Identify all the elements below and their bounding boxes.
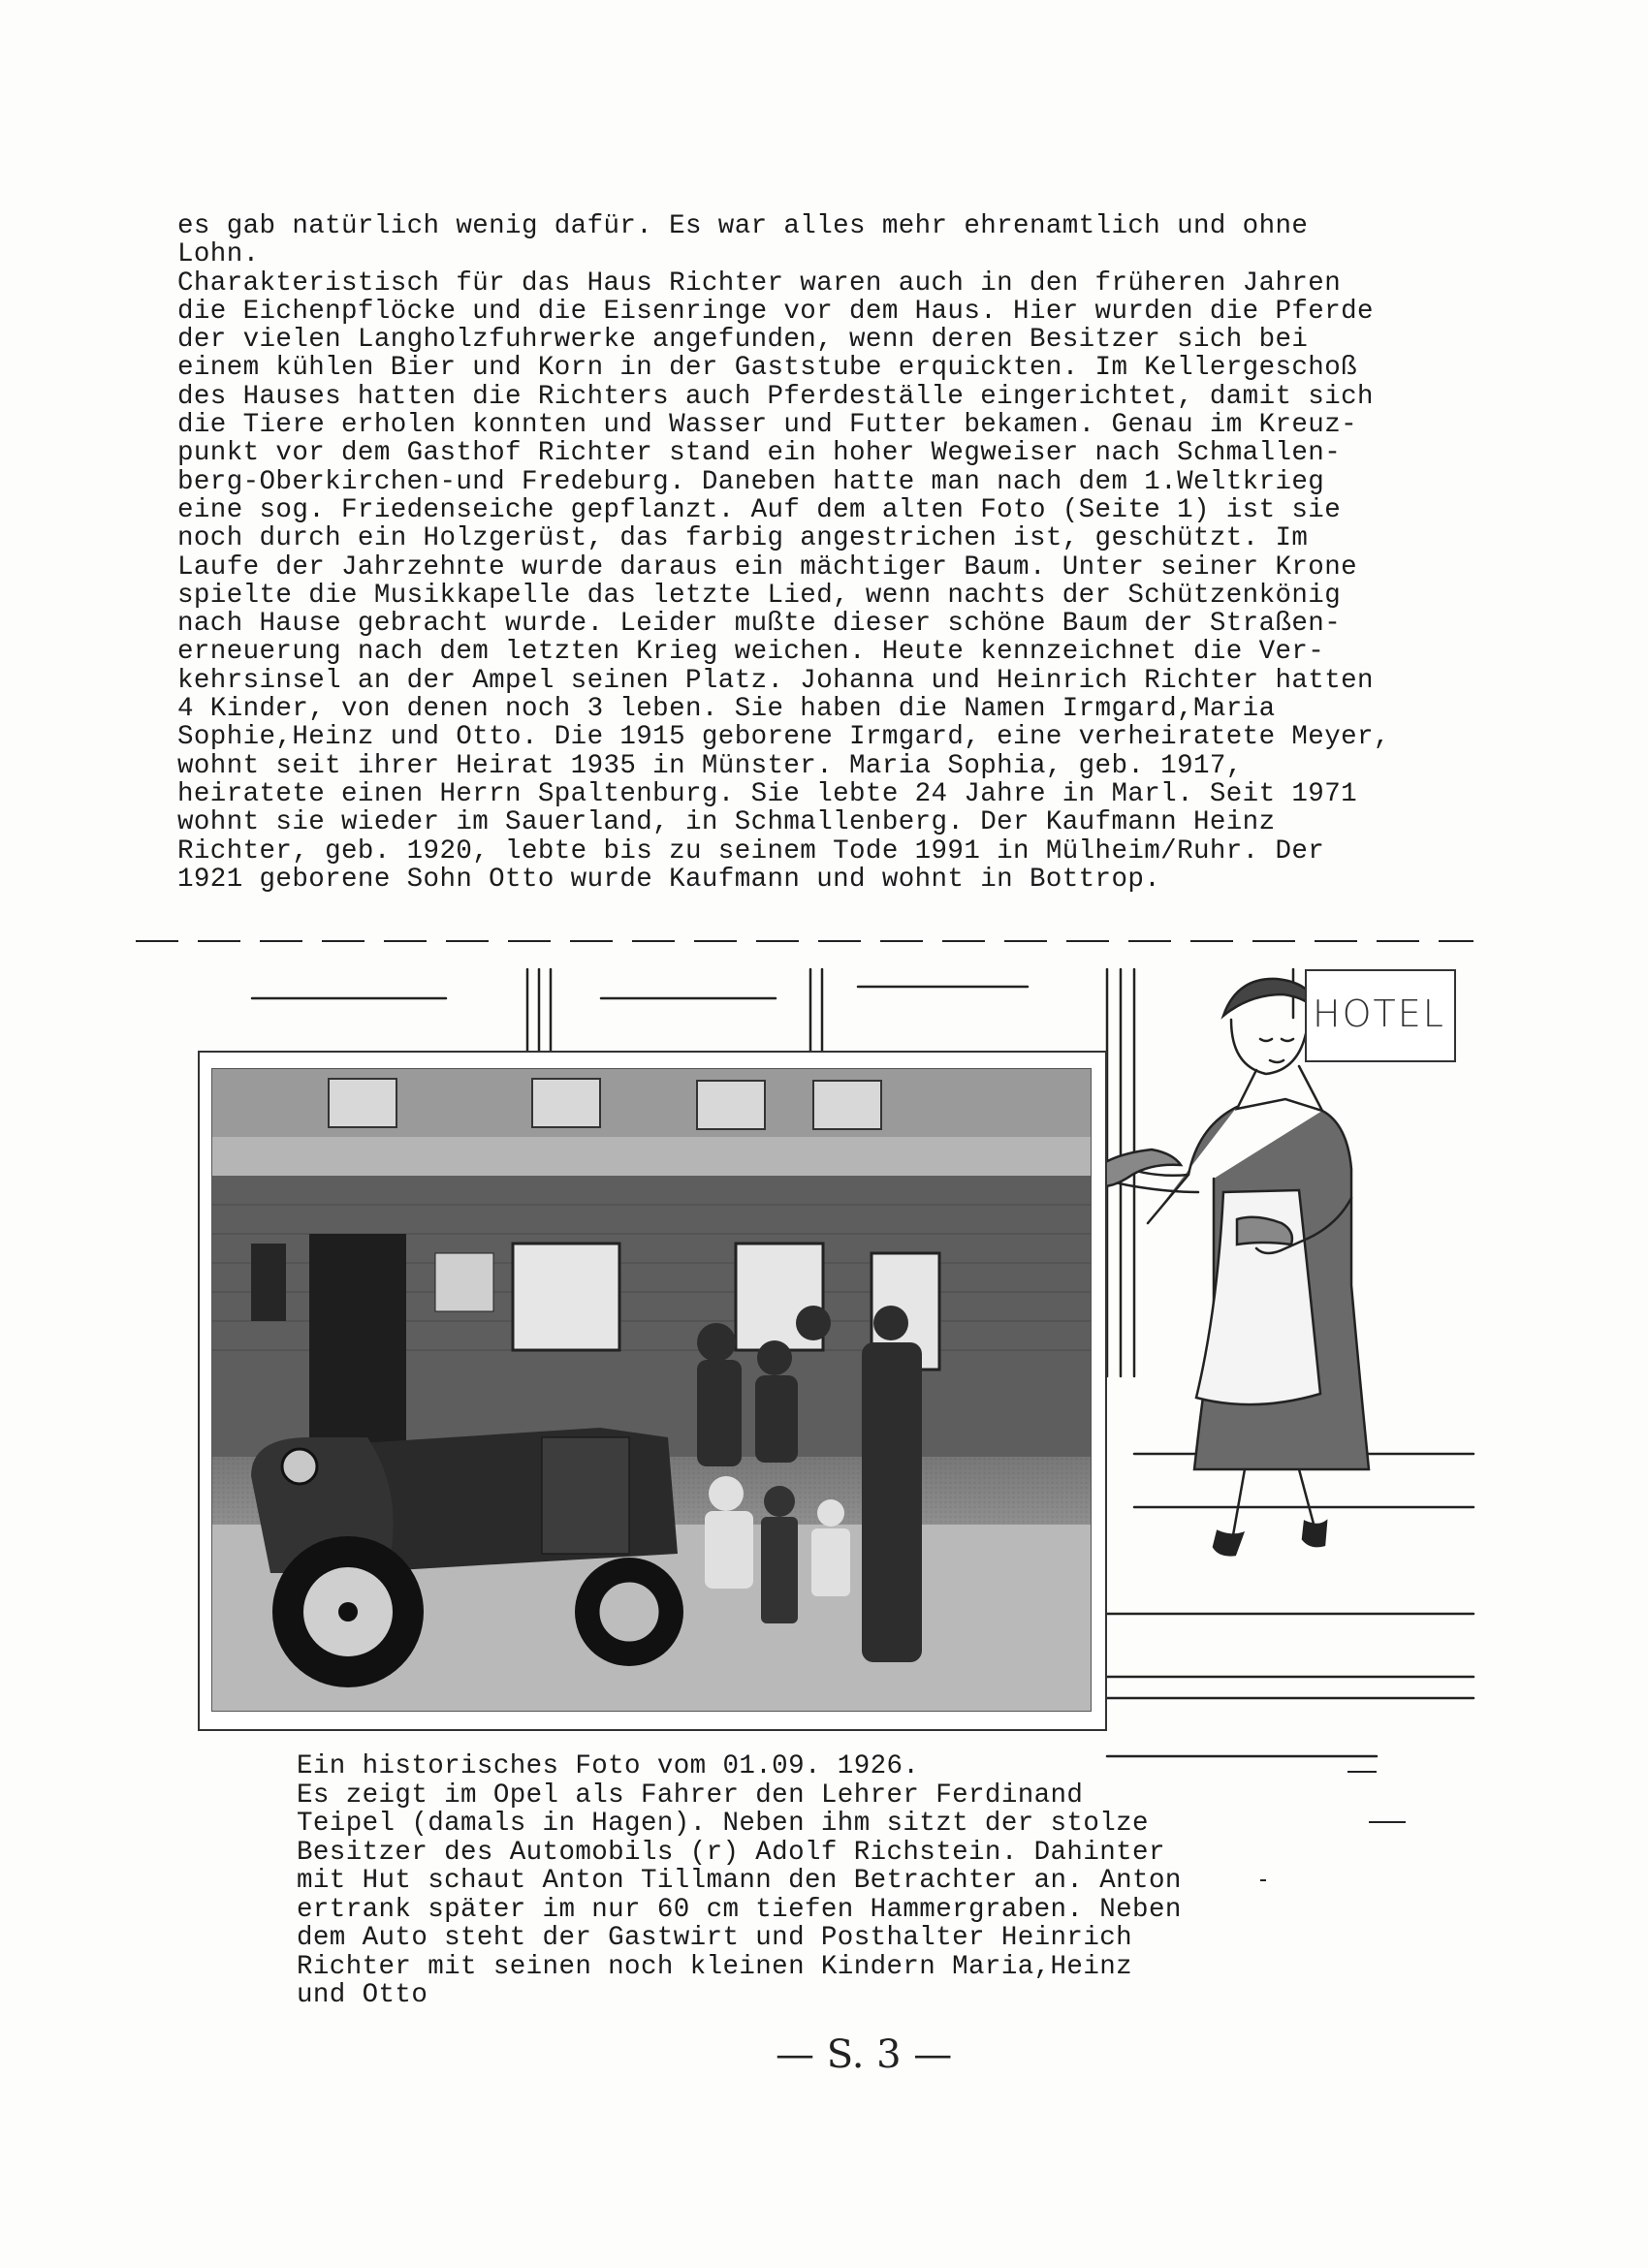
body-line: die Eichenpflöcke und die Eisenringe vor dem Haus. Hier wurden die Pferde: [177, 296, 1374, 327]
body-line: nach Hause gebracht wurde. Leider mußte dieser schöne Baum der Straßen-: [177, 609, 1342, 640]
hotel-sign: [1305, 969, 1456, 1062]
body-line: es gab natürlich wenig dafür. Es war alles mehr ehrenamtlich und ohne: [177, 211, 1309, 241]
caption-line: Richter mit seinen noch kleinen Kindern Maria,Heinz: [297, 1951, 1133, 1982]
caption-line: und Otto: [297, 1980, 428, 2010]
caption-line: mit Hut schaut Anton Tillmann den Betrachter an. Anton: [297, 1866, 1182, 1896]
page-number: — S. 3 —: [776, 2032, 953, 2077]
body-line: erneuerung nach dem letzten Krieg weichen. Heute kennzeichnet die Ver-: [177, 637, 1325, 668]
caption-line: Besitzer des Automobils (r) Adolf Richstein. Dahinter: [297, 1837, 1165, 1868]
body-line: 1921 geborene Sohn Otto wurde Kaufmann und wohnt in Bottrop.: [177, 864, 1161, 895]
photo-caption: [297, 1752, 1247, 2010]
body-line: heiratete einen Herrn Spaltenburg. Sie lebte 24 Jahre in Marl. Seit 1971: [177, 778, 1357, 809]
caption-line: dem Auto steht der Gastwirt und Posthalter Heinrich: [297, 1923, 1133, 1953]
body-line: Lohn.: [177, 239, 260, 270]
body-line: punkt vor dem Gasthof Richter stand ein hoher Wegweiser nach Schmallen-: [177, 438, 1342, 469]
body-line: eine sog. Friedenseiche gepflanzt. Auf dem alten Foto (Seite 1) ist sie: [177, 494, 1342, 525]
historical-photo: [211, 1068, 1092, 1712]
caption-line: Ein historisches Foto vom 01.09. 1926.: [297, 1751, 920, 1781]
body-line: einem kühlen Bier und Korn in der Gaststube erquickten. Im Kellergeschoß: [177, 353, 1357, 384]
body-line: Sophie,Heinz und Otto. Die 1915 geborene Irmgard, eine verheiratete Meyer,: [177, 722, 1390, 753]
body-line: noch durch ein Holzgerüst, das farbig angestrichen ist, geschützt. Im: [177, 523, 1309, 554]
body-line: wohnt seit ihrer Heirat 1935 in Münster. Maria Sophia, geb. 1917,: [177, 750, 1243, 781]
body-line: Laufe der Jahrzehnte wurde daraus ein mächtiger Baum. Unter seiner Krone: [177, 551, 1357, 583]
body-line: kehrsinsel an der Ampel seinen Platz. Johanna und Heinrich Richter hatten: [177, 665, 1374, 696]
body-line: 4 Kinder, von denen noch 3 leben. Sie haben die Namen Irmgard,Maria: [177, 694, 1276, 725]
body-line: der vielen Langholzfuhrwerke angefunden, wenn deren Besitzer sich bei: [177, 325, 1309, 356]
hotel-sign-text: HOTEL: [1313, 992, 1445, 1035]
body-line: Charakteristisch für das Haus Richter waren auch in den früheren Jahren: [177, 268, 1342, 299]
body-line: spielte die Musikkapelle das letzte Lied, wenn nachts der Schützenkönig: [177, 580, 1342, 611]
caption-line: ertrank später im nur 60 cm tiefen Hammergraben. Neben: [297, 1894, 1182, 1925]
caption-line: Teipel (damals in Hagen). Neben ihm sitzt der stolze: [297, 1809, 1149, 1839]
photo-frame: [198, 1051, 1107, 1731]
body-line: Richter, geb. 1920, lebte bis zu seinem Tode 1991 in Mülheim/Ruhr. Der: [177, 835, 1325, 866]
photo-drawing: [212, 1069, 1091, 1711]
caption-line: Es zeigt im Opel als Fahrer den Lehrer Ferdinand: [297, 1780, 1084, 1811]
body-line: des Hauses hatten die Richters auch Pferdeställe eingerichtet, damit sich: [177, 381, 1374, 412]
body-line: wohnt sie wieder im Sauerland, in Schmallenberg. Der Kaufmann Heinz: [177, 807, 1276, 838]
body-line: berg-Oberkirchen-und Fredeburg. Daneben hatte man nach dem 1.Weltkrieg: [177, 466, 1325, 497]
body-line: die Tiere erholen konnten und Wasser und Futter bekamen. Genau im Kreuz-: [177, 410, 1357, 441]
